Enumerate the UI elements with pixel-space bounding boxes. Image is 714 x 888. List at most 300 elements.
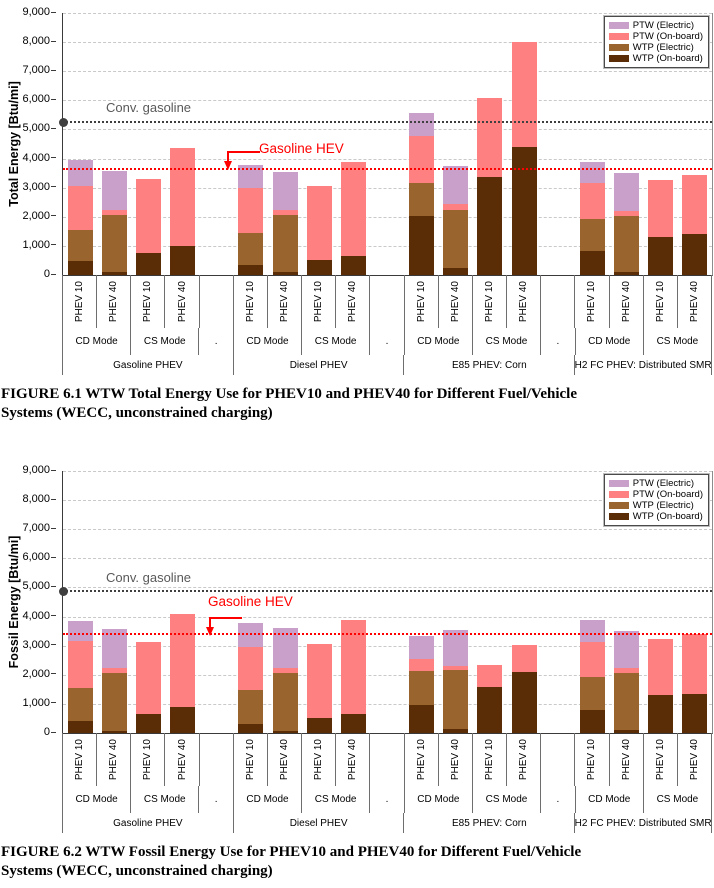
stacked-bar (273, 628, 298, 733)
mode-label-cell: CD Mode (576, 328, 644, 355)
legend-label: PTW (Electric) (632, 20, 694, 31)
y-tick-label: 5,000 (4, 580, 56, 592)
phev-label: PHEV 10 (415, 280, 427, 323)
phev-label-cell (97, 733, 131, 786)
phev-label-row (62, 733, 712, 786)
bar-segment (443, 268, 468, 275)
stacked-bar (341, 620, 366, 733)
phev-label: PHEV 40 (688, 738, 700, 781)
bar-column (405, 13, 439, 275)
phev-label-cell (405, 733, 439, 786)
legend-swatch-icon (609, 55, 629, 62)
mode-label-cell: CD Mode (405, 328, 473, 355)
mode-label-cell: CS Mode (473, 786, 541, 813)
bar-segment (648, 695, 673, 733)
bar-segment (238, 647, 263, 690)
separator-cell: . (541, 328, 576, 355)
stacked-bar (238, 623, 263, 733)
phev-label-cell (131, 733, 165, 786)
fuel-group-label-cell: H2 FC PHEV: Distributed SMR (575, 355, 712, 375)
x-axis-labels (62, 733, 712, 833)
conv-gasoline-dot-icon (59, 118, 68, 127)
stacked-bar (614, 173, 639, 275)
y-tick-label: 1,000 (4, 239, 56, 251)
fuel-group-label-cell: E85 PHEV: Corn (404, 355, 575, 375)
mode-label-cell: CD Mode (234, 786, 302, 813)
legend-label: PTW (On-board) (632, 489, 703, 500)
fuel-group-label-cell: H2 FC PHEV: Distributed SMR (575, 813, 712, 833)
separator-cell (541, 733, 575, 786)
bar-column (131, 471, 165, 733)
gasoline-hev-arrow-icon (220, 149, 262, 171)
phev-label: PHEV 10 (654, 738, 666, 781)
phev-label: PHEV 10 (415, 738, 427, 781)
total-energy-chart (0, 0, 714, 375)
phev-label-cell (678, 275, 712, 328)
stacked-bar (68, 621, 93, 733)
bar-segment (341, 162, 366, 255)
figure-caption (1, 843, 713, 881)
legend-item (609, 489, 703, 500)
bar-column (165, 471, 199, 733)
bar-segment (477, 665, 502, 686)
bar-segment (238, 233, 263, 265)
x-axis-labels (62, 275, 712, 375)
conv-gasoline-annotation: Conv. gasoline (106, 570, 192, 585)
stacked-bar (614, 631, 639, 733)
phev-label: PHEV 10 (483, 738, 495, 781)
y-tick-label: 9,000 (4, 6, 56, 18)
y-tick-label: 7,000 (4, 522, 56, 534)
phev-label-cell (268, 733, 302, 786)
legend-swatch-icon (609, 491, 629, 498)
bar-segment (273, 673, 298, 731)
phev-label-cell (302, 733, 336, 786)
conv-gasoline-line (63, 121, 712, 123)
bar-segment (102, 171, 127, 210)
legend-item (609, 20, 703, 31)
bar-segment (273, 215, 298, 273)
bar-segment (68, 621, 93, 641)
phev-label: PHEV 10 (244, 280, 256, 323)
phev-label: PHEV 40 (176, 738, 188, 781)
fuel-group-label-cell: Gasoline PHEV (63, 355, 234, 375)
mode-label-cell: CD Mode (234, 328, 302, 355)
bar-segment (580, 183, 605, 219)
phev-label: PHEV 40 (688, 280, 700, 323)
y-tick-label: 3,000 (4, 181, 56, 193)
legend-swatch-icon (609, 502, 629, 509)
stacked-bar (648, 180, 673, 275)
phev-label-cell (507, 275, 541, 328)
bar-segment (614, 173, 639, 211)
y-tick-label: 2,000 (4, 668, 56, 680)
bar-column (405, 471, 439, 733)
bar-segment (273, 172, 298, 210)
phev-label-cell (405, 275, 439, 328)
bar-segment (170, 614, 195, 707)
bar-segment (648, 237, 673, 275)
stacked-bar (307, 644, 332, 733)
fuel-group-label-cell: Diesel PHEV (234, 355, 405, 375)
bar-segment (409, 183, 434, 216)
mode-label-cell: CD Mode (405, 786, 473, 813)
y-tick-label: 3,000 (4, 639, 56, 651)
legend-item (609, 511, 703, 522)
phev-label: PHEV 10 (142, 738, 154, 781)
conv-gasoline-line (63, 590, 712, 592)
phev-label: PHEV 40 (279, 280, 291, 323)
bar-segment (443, 670, 468, 729)
y-tick-label: 6,000 (4, 93, 56, 105)
phev-label-row (62, 275, 712, 328)
phev-label: PHEV 40 (347, 280, 359, 323)
mode-label-cell: CS Mode (131, 328, 199, 355)
separator-cell: . (370, 328, 405, 355)
fuel-group-label-cell: E85 PHEV: Corn (404, 813, 575, 833)
bar-segment (68, 641, 93, 688)
stacked-bar (68, 160, 93, 275)
bar-segment (512, 147, 537, 275)
mode-label-cell: CD Mode (576, 786, 644, 813)
bar-segment (409, 671, 434, 706)
separator-column (200, 13, 234, 275)
stacked-bar (136, 179, 161, 275)
bar-segment (477, 177, 502, 275)
bar-segment (238, 188, 263, 233)
bar-segment (170, 148, 195, 246)
bar-column (473, 471, 507, 733)
bar-segment (580, 251, 605, 275)
separator-cell (541, 275, 575, 328)
legend-swatch-icon (609, 44, 629, 51)
phev-label-cell (63, 275, 97, 328)
bar-segment (409, 216, 434, 275)
phev-label-cell (678, 733, 712, 786)
phev-label-cell (165, 275, 199, 328)
y-tick-label: 1,000 (4, 697, 56, 709)
phev-label: PHEV 40 (449, 738, 461, 781)
bar-segment (409, 136, 434, 183)
bar-segment (68, 160, 93, 186)
legend-label: PTW (Electric) (632, 478, 694, 489)
bar-segment (409, 659, 434, 671)
gasoline-hev-line (63, 168, 712, 170)
phev-label: PHEV 40 (620, 738, 632, 781)
y-tick-label: 4,000 (4, 152, 56, 164)
y-tick-label: 5,000 (4, 122, 56, 134)
phev-label: PHEV 10 (142, 280, 154, 323)
stacked-bar (682, 175, 707, 275)
separator-cell (200, 733, 234, 786)
phev-label-cell (336, 733, 370, 786)
bar-segment (580, 677, 605, 710)
phev-label-cell (234, 275, 268, 328)
bar-segment (307, 644, 332, 718)
separator-cell (200, 275, 234, 328)
bar-segment (341, 256, 366, 275)
bar-segment (580, 642, 605, 677)
gasoline-hev-annotation: Gasoline HEV (208, 594, 293, 609)
phev-label-cell (473, 275, 507, 328)
stacked-bar (238, 165, 263, 275)
y-tick-label: 2,000 (4, 210, 56, 222)
stacked-bar (512, 645, 537, 733)
fuel-group-label-row (62, 355, 712, 375)
legend-label: WTP (Electric) (632, 500, 694, 511)
phev-label-cell (165, 733, 199, 786)
bar-segment (443, 210, 468, 268)
plot-area (62, 13, 713, 276)
bar-segment (648, 639, 673, 695)
caption-line-1: FIGURE 6.2 WTW Fossil Energy Use for PHEV10 and PHEV40 for Different Fuel/Vehicle (1, 844, 582, 860)
phev-label: PHEV 10 (74, 280, 86, 323)
bar-column (336, 471, 370, 733)
fuel-group-label-row (62, 813, 712, 833)
separator-cell: . (199, 786, 234, 813)
phev-label-cell (97, 275, 131, 328)
bar-segment (68, 721, 93, 733)
gasoline-hev-line (63, 633, 712, 635)
stacked-bar (580, 620, 605, 733)
phev-label: PHEV 10 (586, 280, 598, 323)
bar-segment (238, 265, 263, 275)
plot-area (62, 471, 713, 734)
bar-segment (307, 186, 332, 260)
bar-segment (409, 113, 434, 136)
phev-label: PHEV 40 (108, 738, 120, 781)
separator-cell (370, 733, 404, 786)
mode-label-cell: CS Mode (473, 328, 541, 355)
legend-item (609, 478, 703, 489)
y-tick-label: 8,000 (4, 35, 56, 47)
bar-column (439, 471, 473, 733)
phev-label: PHEV 10 (313, 738, 325, 781)
bar-segment (477, 687, 502, 733)
caption-line-1: FIGURE 6.1 WTW Total Energy Use for PHEV10 and PHEV40 for Different Fuel/Vehicle (1, 386, 577, 402)
separator-cell: . (370, 786, 405, 813)
separator-cell: . (199, 328, 234, 355)
bar-segment (136, 714, 161, 733)
phev-label: PHEV 40 (279, 738, 291, 781)
phev-label-cell (439, 275, 473, 328)
bar-column (473, 13, 507, 275)
bar-segment (102, 673, 127, 731)
stacked-bar (477, 98, 502, 275)
bar-segment (307, 260, 332, 275)
bar-segment (512, 672, 537, 733)
stacked-bar (409, 636, 434, 733)
stacked-bar (477, 665, 502, 733)
caption-line-2: Systems (WECC, unconstrained charging) (1, 862, 273, 879)
y-axis-tick-labels (0, 458, 56, 748)
bar-segment (512, 42, 537, 147)
y-tick-label: 8,000 (4, 493, 56, 505)
bar-segment (409, 636, 434, 658)
stacked-bar (102, 629, 127, 733)
phev-label-cell (63, 733, 97, 786)
bar-segment (341, 714, 366, 733)
stacked-bar (512, 42, 537, 275)
bar-column (507, 471, 541, 733)
stacked-bar (648, 639, 673, 733)
bar-segment (68, 230, 93, 261)
bar-segment (68, 261, 93, 275)
separator-cell: . (541, 786, 576, 813)
phev-label-cell (439, 733, 473, 786)
mode-label-row (62, 786, 712, 813)
bar-column (302, 471, 336, 733)
gasoline-hev-annotation: Gasoline HEV (259, 141, 344, 156)
bar-segment (102, 215, 127, 272)
mode-label-cell: CS Mode (302, 786, 370, 813)
bar-column (63, 13, 97, 275)
stacked-bar (102, 171, 127, 275)
bar-segment (580, 219, 605, 251)
legend-swatch-icon (609, 33, 629, 40)
bar-segment (238, 690, 263, 724)
bar-column (63, 471, 97, 733)
bar-column (97, 471, 131, 733)
fuel-group-label-cell: Diesel PHEV (234, 813, 405, 833)
bar-segment (580, 710, 605, 733)
phev-label-cell (268, 275, 302, 328)
bar-segment (614, 631, 639, 669)
bar-segment (136, 179, 161, 253)
phev-label: PHEV 40 (108, 280, 120, 323)
phev-label: PHEV 10 (244, 738, 256, 781)
legend-item (609, 500, 703, 511)
bar-segment (682, 234, 707, 275)
phev-label: PHEV 40 (518, 738, 530, 781)
bar-segment (682, 694, 707, 733)
phev-label-cell (610, 275, 644, 328)
phev-label: PHEV 40 (518, 280, 530, 323)
bar-segment (614, 216, 639, 273)
bar-segment (614, 673, 639, 730)
phev-label: PHEV 40 (449, 280, 461, 323)
legend-label: WTP (On-board) (632, 511, 703, 522)
legend-swatch-icon (609, 513, 629, 520)
stacked-bar (170, 614, 195, 733)
bar-segment (68, 186, 93, 230)
legend-swatch-icon (609, 22, 629, 29)
phev-label-cell (507, 733, 541, 786)
bar-segment (682, 175, 707, 234)
mode-label-cell: CS Mode (131, 786, 199, 813)
bar-segment (580, 620, 605, 642)
phev-label-cell (473, 733, 507, 786)
bar-segment (682, 634, 707, 693)
y-tick-label: 0 (4, 268, 56, 280)
stacked-bar (682, 634, 707, 733)
mode-label-cell: CS Mode (644, 786, 712, 813)
bar-segment (238, 724, 263, 733)
figure-6-2 (0, 458, 714, 888)
fuel-group-label-cell: Gasoline PHEV (63, 813, 234, 833)
y-tick-label: 4,000 (4, 610, 56, 622)
phev-label-cell (610, 733, 644, 786)
bar-segment (136, 642, 161, 714)
legend (604, 16, 709, 68)
y-tick-label: 9,000 (4, 464, 56, 476)
stacked-bar (307, 186, 332, 275)
bar-segment (136, 253, 161, 275)
separator-column (541, 13, 575, 275)
phev-label-cell (131, 275, 165, 328)
bar-column (507, 13, 541, 275)
bar-column (97, 13, 131, 275)
bar-column (131, 13, 165, 275)
bar-segment (648, 180, 673, 237)
stacked-bar (273, 172, 298, 275)
phev-label: PHEV 40 (176, 280, 188, 323)
stacked-bar (136, 642, 161, 733)
bar-column (165, 13, 199, 275)
separator-column (370, 13, 404, 275)
phev-label: PHEV 10 (586, 738, 598, 781)
bar-segment (409, 705, 434, 733)
bar-segment (170, 707, 195, 733)
legend (604, 474, 709, 526)
mode-label-cell: CS Mode (302, 328, 370, 355)
phev-label-cell (575, 733, 609, 786)
bar-segment (512, 645, 537, 673)
stacked-bar (580, 162, 605, 276)
bar-segment (477, 98, 502, 177)
legend-item (609, 42, 703, 53)
y-tick-label: 0 (4, 726, 56, 738)
stacked-bar (443, 166, 468, 275)
bar-segment (580, 162, 605, 184)
legend-label: WTP (On-board) (632, 53, 703, 64)
phev-label-cell (644, 275, 678, 328)
y-tick-label: 6,000 (4, 551, 56, 563)
y-axis-title: Fossil Energy [Btu/mi] (7, 535, 21, 669)
fossil-energy-chart (0, 458, 714, 833)
stacked-bar (341, 162, 366, 275)
bar-segment (170, 246, 195, 275)
bar-segment (307, 718, 332, 733)
phev-label-cell (336, 275, 370, 328)
bar-segment (443, 166, 468, 204)
mode-label-cell: CD Mode (63, 786, 131, 813)
y-axis-title: Total Energy [Btu/mi] (7, 81, 21, 207)
phev-label-cell (234, 733, 268, 786)
legend-label: WTP (Electric) (632, 42, 694, 53)
stacked-bar (443, 630, 468, 733)
mode-label-cell: CD Mode (63, 328, 131, 355)
caption-line-2: Systems (WECC, unconstrained charging) (1, 404, 273, 421)
phev-label: PHEV 10 (74, 738, 86, 781)
phev-label-cell (644, 733, 678, 786)
legend-item (609, 53, 703, 64)
bar-column (439, 13, 473, 275)
mode-label-cell: CS Mode (644, 328, 712, 355)
phev-label: PHEV 40 (347, 738, 359, 781)
phev-label: PHEV 10 (654, 280, 666, 323)
bar-segment (68, 688, 93, 721)
stacked-bar (409, 113, 434, 275)
legend-swatch-icon (609, 480, 629, 487)
phev-label-cell (302, 275, 336, 328)
legend-label: PTW (On-board) (632, 31, 703, 42)
y-tick-label: 7,000 (4, 64, 56, 76)
phev-label: PHEV 10 (313, 280, 325, 323)
phev-label: PHEV 10 (483, 280, 495, 323)
separator-column (370, 471, 404, 733)
gasoline-hev-arrow-icon (202, 615, 244, 637)
